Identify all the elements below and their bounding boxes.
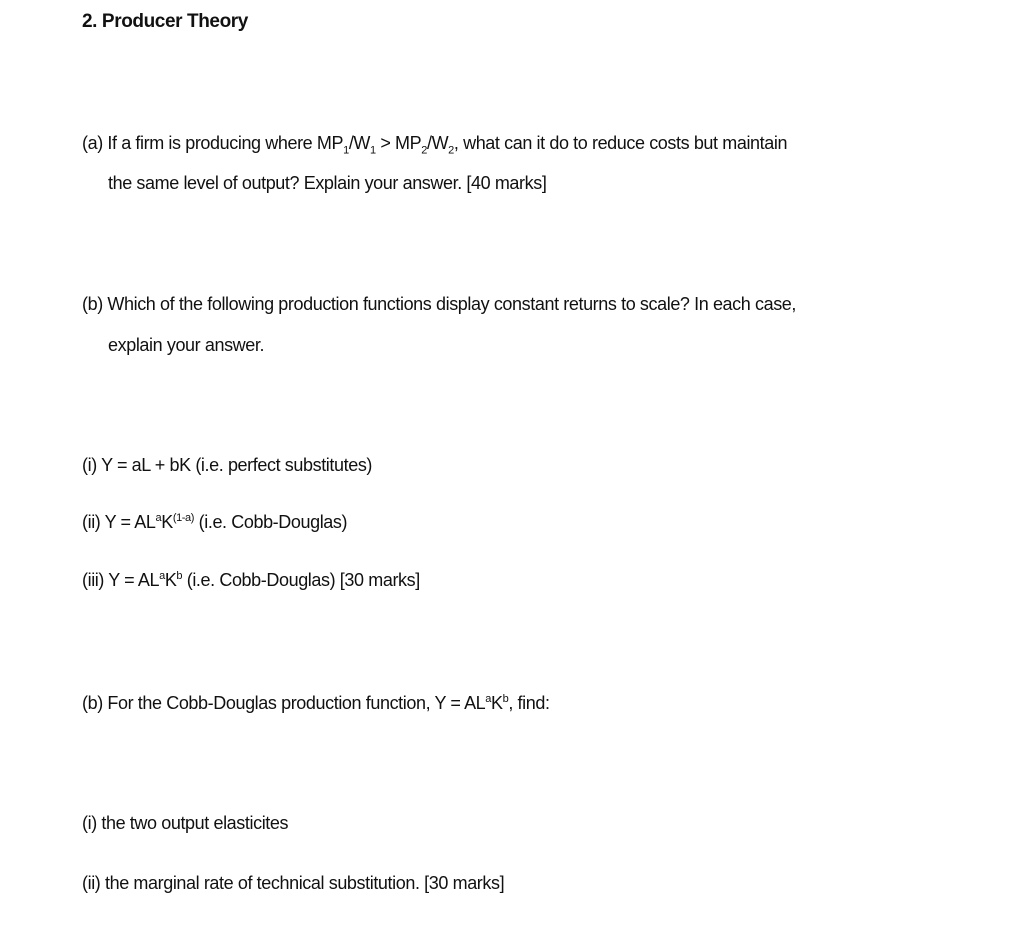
question-b-item-ii: (ii) $Y = AL^aK^{(1-a)}$ (i.e. Cobb-Douglas): [82, 512, 348, 532]
question-c-item-i: (i) the two output elasticites: [82, 813, 289, 833]
section-title: 2. Producer Theory: [82, 11, 248, 32]
question-b-item-i: (i) Y = aL + bK (i.e. perfect substitutes): [82, 455, 373, 475]
question-a-line1: (a) If a firm is producing where $MP_1/W_1 > MP_2/W_2$, what can it do to reduce costs but maintain: [82, 133, 788, 157]
question-a-line2: the same level of output? Explain your answer. [40 marks]: [108, 173, 547, 193]
question-b-line2: explain your answer.: [108, 335, 265, 355]
question-c-line1: (b) For the Cobb-Douglas production function, $Y = AL^aK^b$, find:: [82, 693, 550, 713]
question-b-item-iii: (iii) $Y = AL^aK^b$ (i.e. Cobb-Douglas) [30 marks]: [82, 570, 420, 590]
question-c-item-ii: (ii) the marginal rate of technical substitution. [30 marks]: [82, 873, 505, 893]
question-b-line1: (b) Which of the following production functions display constant returns to scale? In each case,: [82, 294, 797, 314]
